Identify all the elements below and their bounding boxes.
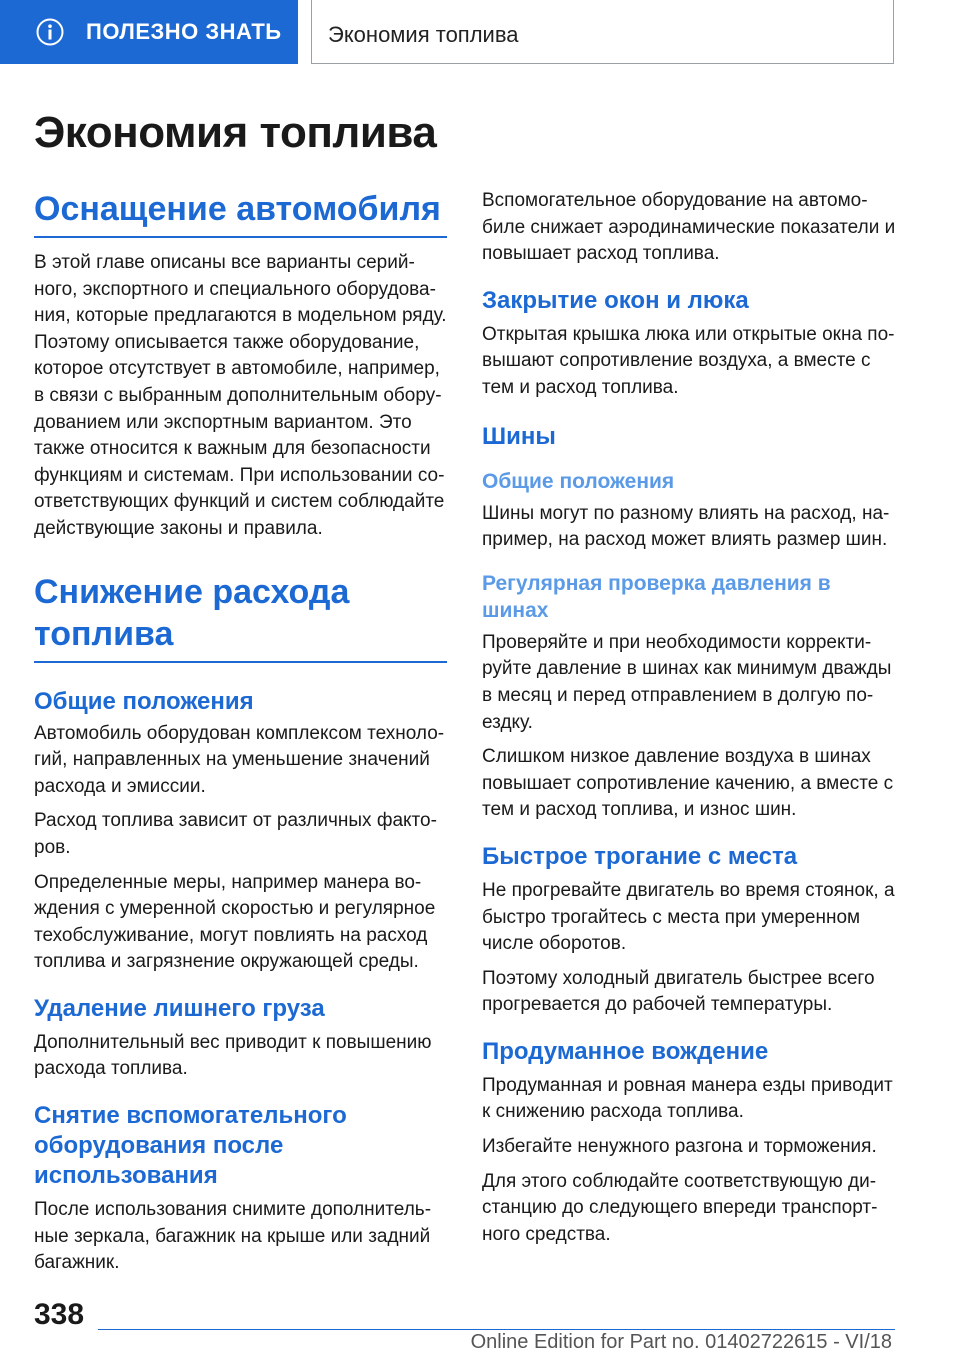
- paragraph-quick-start: Не прогревайте двигатель во время стоянок, а быстро трогайтесь с места при умеренном числе оборотов.: [482, 879, 895, 955]
- paragraph-remove-equipment: После использования снимите дополнительные зеркала, багажник на крыше или задний багажник.: [34, 1199, 432, 1274]
- subheading-tire-pressure: Регулярная проверка давления в шинах: [482, 571, 831, 622]
- subheading-tires-general: Общие положения: [482, 469, 675, 493]
- paragraph-aux-equipment: Вспомогательное оборудование на автомобиле снижает аэродинамические показатели и повышает расход топлива.: [482, 190, 896, 265]
- paragraph-tires-general: Шины могут по разному влиять на расход, например, на расход может влиять размер шин.: [482, 502, 890, 551]
- paragraph-tire-pressure-check: Проверяйте и при необходимости корректируйте давление в шинах как минимум дважды в месяц и перед отправлением в долгую поездку.: [482, 631, 892, 733]
- paragraph-measures: Определенные меры, например манера вождения с умеренной скоростью и регулярное техобслуживание, могут повлиять на расход топлива и загрязнение окружающей среды.: [34, 871, 436, 973]
- section-title-reduce-consumption: Снижение расхода топлива: [34, 571, 447, 663]
- paragraph-warm-up: Поэтому холодный двигатель быстрее всего прогревается до рабочей температуры.: [482, 967, 875, 1016]
- subheading-close-windows: Закрытие окон и люка: [482, 286, 749, 314]
- subheading-remove-cargo: Удаление лишнего груза: [34, 994, 325, 1022]
- paragraph-technologies: Автомобиль оборудован комплексом технологий, направленных на уменьшение значений расхода и эмиссии.: [34, 722, 445, 797]
- subheading-remove-equipment: Снятие вспомогательного оборудования после использования: [34, 1102, 347, 1190]
- footer-edition: Online Edition for Part no. 01402722615 - VI/18: [470, 1331, 892, 1353]
- header-section-title: Экономия топлива: [328, 22, 519, 47]
- paragraph-avoid-braking: Избегайте ненужного разгона и торможения.: [482, 1136, 877, 1158]
- paragraph-keep-distance: Для этого соблюдайте соответствующую дистанцию до следующего впереди транспортного средства.: [482, 1170, 878, 1245]
- left-column: [34, 188, 447, 1277]
- paragraph-tire-pressure-low: Слишком низкое давление воздуха в шинах повышает сопротивление качению, а вместе с тем и расход топлива, и износ шин.: [482, 746, 894, 821]
- info-icon: [36, 18, 64, 46]
- footer-divider: [98, 1329, 895, 1330]
- header-category-tab: [0, 0, 298, 64]
- subheading-smart-driving: Продуманное вождение: [482, 1037, 769, 1065]
- right-column: [482, 188, 896, 1248]
- paragraph-smart-driving: Продуманная и ровная манера езды приводит к снижению расхода топлива.: [482, 1074, 893, 1123]
- section-title-equipment: Оснащение автомобиля: [34, 188, 447, 238]
- paragraph-remove-cargo: Дополнительный вес приводит к повышению расхода топлива.: [34, 1031, 432, 1080]
- header-category-label: ПОЛЕЗНО ЗНАТЬ: [86, 19, 282, 44]
- subheading-general: Общие положения: [34, 687, 254, 715]
- paragraph-close-windows: Открытая крышка люка или открытые окна повышают сопротивление воздуха, а вместе с тем и расход топлива.: [482, 323, 895, 398]
- subheading-tires: Шины: [482, 422, 556, 450]
- paragraph-equipment: В этой главе описаны все варианты серийного, экспортного и специального оборудования, которые предлагаются в модельном ряду. Поэтому описывается также оборудование, которое отсутствует в автомобиле, например, в связи с выбранным дополнительным оборудованием или экспортным вариантом. Это также относится к важным для безопасности функциям и системам. При использовании соответствующих функций и систем соблюдайте действующие законы и правила.: [34, 252, 447, 539]
- header-section-box: [311, 0, 894, 64]
- paragraph-factors: Расход топлива зависит от различных факторов.: [34, 810, 437, 858]
- page-title: Экономия топлива: [34, 108, 437, 157]
- subheading-quick-start: Быстрое трогание с места: [482, 842, 798, 870]
- page-number: 338: [34, 1298, 85, 1331]
